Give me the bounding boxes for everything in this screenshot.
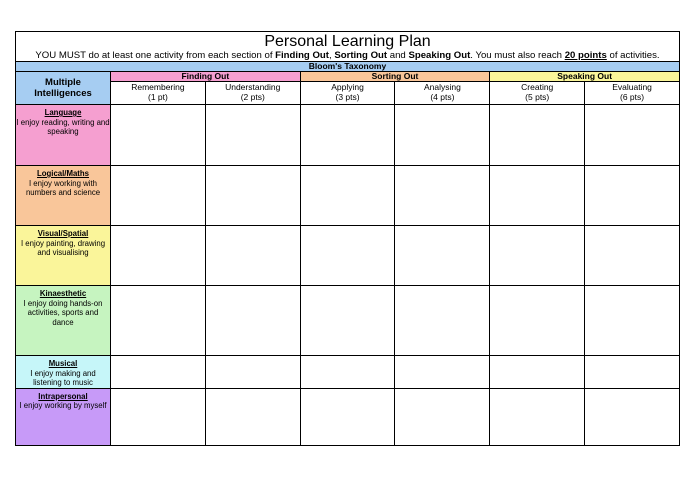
level-name: Remembering	[131, 82, 185, 92]
activity-cell[interactable]	[205, 388, 300, 445]
instructions-part3: of activities.	[606, 50, 660, 61]
activity-cell[interactable]	[205, 105, 300, 166]
activity-cell[interactable]	[490, 286, 585, 356]
intelligence-row-musical	[16, 356, 680, 389]
mi-header: Multiple Intelligences	[16, 72, 111, 105]
activity-cell[interactable]	[395, 166, 490, 226]
level-name: Creating	[521, 82, 554, 92]
level-analysing	[395, 82, 490, 105]
intelligence-description: I enjoy painting, drawing and visualising	[20, 238, 106, 257]
activity-cell[interactable]	[395, 356, 490, 389]
level-name: Analysing	[423, 82, 461, 92]
intelligence-logical-maths	[16, 166, 111, 226]
activity-cell[interactable]	[111, 286, 206, 356]
activity-cell[interactable]	[585, 226, 680, 286]
levels-row	[16, 82, 680, 105]
level-name: Applying	[331, 82, 364, 92]
level-name: Evaluating	[612, 82, 652, 92]
activity-cell[interactable]	[205, 356, 300, 389]
intelligence-description: I enjoy working with numbers and science	[25, 178, 101, 197]
level-understanding	[205, 82, 300, 105]
activity-cell[interactable]	[585, 166, 680, 226]
blooms-header: Bloom's Taxonomy	[16, 62, 680, 72]
level-points: (1 pt)	[147, 92, 168, 102]
activity-cell[interactable]	[111, 356, 206, 389]
activity-cell[interactable]	[490, 226, 585, 286]
activity-cell[interactable]	[490, 388, 585, 445]
activity-cell[interactable]	[300, 166, 395, 226]
intelligence-name: Logical/Maths	[37, 169, 89, 178]
intelligence-visual-spatial	[16, 226, 111, 286]
activity-cell[interactable]	[300, 286, 395, 356]
section-speaking-out: Speaking Out	[490, 72, 680, 82]
intelligence-description: I enjoy doing hands-on activities, sports and dance	[23, 298, 103, 327]
intelligence-musical	[16, 356, 111, 389]
title-block	[15, 31, 680, 61]
section-finding-out: Finding Out	[111, 72, 301, 82]
level-points: (6 pts)	[620, 92, 645, 102]
activity-cell[interactable]	[395, 226, 490, 286]
activity-cell[interactable]	[205, 226, 300, 286]
activity-cell[interactable]	[300, 356, 395, 389]
blooms-row	[16, 62, 680, 72]
section-sorting-out: Sorting Out	[300, 72, 490, 82]
activity-cell[interactable]	[205, 286, 300, 356]
level-points: (4 pts)	[430, 92, 455, 102]
instructions-sorting: Sorting Out	[334, 50, 388, 61]
activity-cell[interactable]	[111, 388, 206, 445]
level-evaluating	[585, 82, 680, 105]
activity-cell[interactable]	[300, 105, 395, 166]
instructions-part1: YOU MUST do at least one activity from each section of	[35, 50, 276, 61]
activity-cell[interactable]	[111, 105, 206, 166]
activity-cell[interactable]	[300, 226, 395, 286]
intelligence-row-kinaesthetic	[16, 286, 680, 356]
activity-cell[interactable]	[585, 286, 680, 356]
activity-cell[interactable]	[111, 226, 206, 286]
instructions-speaking: Speaking Out	[408, 50, 471, 61]
intelligence-row-language	[16, 105, 680, 166]
level-remembering	[111, 82, 206, 105]
intelligence-row-intrapersonal	[16, 388, 680, 445]
level-applying	[300, 82, 395, 105]
activity-cell[interactable]	[300, 388, 395, 445]
instructions-part2: . You must also reach	[470, 50, 565, 61]
activity-cell[interactable]	[395, 388, 490, 445]
intelligence-row-logical	[16, 166, 680, 226]
intelligence-language	[16, 105, 111, 166]
page-title: Personal Learning Plan	[264, 33, 431, 50]
activity-cell[interactable]	[585, 105, 680, 166]
intelligence-description: I enjoy making and listening to music	[30, 368, 96, 387]
intelligence-name: Musical	[48, 359, 78, 368]
intelligence-description: I enjoy reading, writing and speaking	[16, 117, 110, 136]
intelligence-name: Visual/Spatial	[37, 229, 89, 238]
activity-cell[interactable]	[205, 166, 300, 226]
instructions-finding: Finding Out	[275, 50, 329, 61]
activity-cell[interactable]	[490, 356, 585, 389]
intelligence-description: I enjoy working by myself	[19, 401, 107, 410]
activity-cell[interactable]	[490, 166, 585, 226]
intelligence-row-visual	[16, 226, 680, 286]
activity-cell[interactable]	[585, 356, 680, 389]
activity-cell[interactable]	[585, 388, 680, 445]
instructions-sep2: and	[387, 50, 409, 61]
intelligence-kinaesthetic	[16, 286, 111, 356]
intelligence-intrapersonal	[16, 388, 111, 445]
activity-cell[interactable]	[490, 105, 585, 166]
intelligence-name: Language	[44, 108, 82, 117]
activity-cell[interactable]	[395, 286, 490, 356]
level-name: Understanding	[225, 82, 281, 92]
level-points: (5 pts)	[525, 92, 550, 102]
intelligence-name: Intrapersonal	[38, 391, 88, 401]
level-creating	[490, 82, 585, 105]
level-points: (2 pts)	[240, 92, 265, 102]
learning-plan-table	[15, 61, 680, 446]
activity-cell[interactable]	[395, 105, 490, 166]
section-row	[16, 72, 680, 82]
activity-cell[interactable]	[111, 166, 206, 226]
level-points: (3 pts)	[335, 92, 360, 102]
intelligence-name: Kinaesthetic	[39, 289, 87, 298]
instructions-sep1: ,	[328, 50, 335, 61]
instructions-points: 20 points	[564, 50, 607, 61]
